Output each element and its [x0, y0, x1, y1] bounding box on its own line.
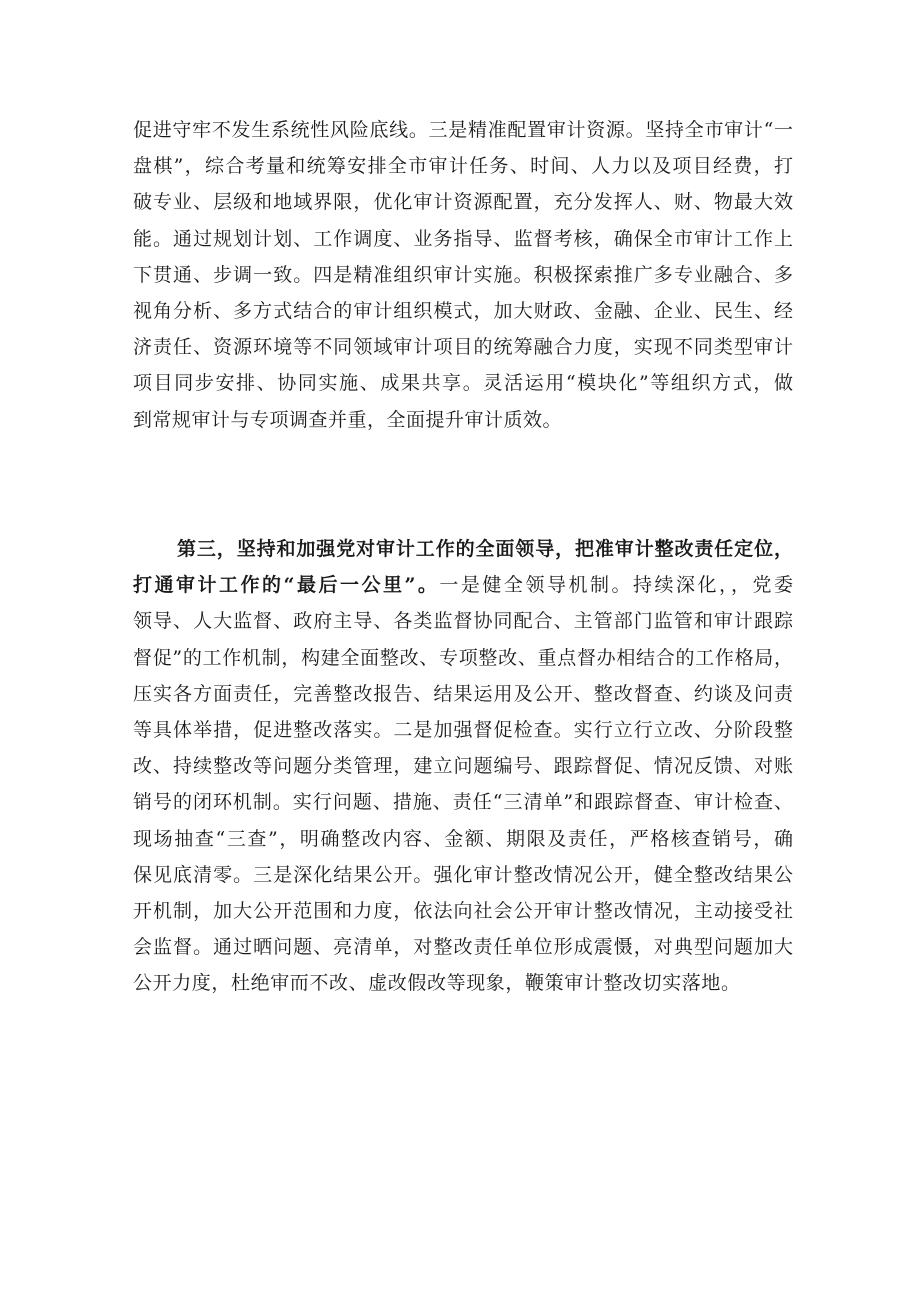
text-line: 破专业、层级和地域界限，优化审计资源配置，充分发挥人、财、物最大效	[133, 191, 793, 214]
text-line: 销号的闭环机制。实行问题、措施、责任“三清单”和跟踪督查、审计检查、	[133, 791, 793, 814]
text-line: 公开力度，杜绝审而不改、虚改假改等现象，鞭策审计整改切实落地。	[133, 972, 741, 995]
text-line: 济责任、资源环境等不同领域审计项目的统筹融合力度，实现不同类型审计	[133, 336, 793, 359]
text-line: 盘棋”，综合考量和统筹安排全市审计任务、时间、人力以及项目经费，打	[133, 155, 793, 178]
paragraph-1	[133, 112, 793, 438]
text-line-mixed	[133, 567, 793, 603]
text-line: 保见底清零。三是深化结果公开。强化审计整改情况公开，健全整改结果公	[133, 863, 793, 886]
text-line: 现场抽查“三查”，明确整改内容、金额、期限及责任，严格核查销号，确	[133, 827, 793, 850]
text-line: 领导、人大监督、政府主导、各类监督协同配合、主管部门监管和审计跟踪	[133, 610, 793, 633]
section-heading: 第三，坚持和加强党对审计工作的全面领导，把准审计整改责任定位，	[177, 538, 793, 560]
paragraph-2	[133, 531, 793, 1001]
text-line: 督促”的工作机制，构建全面整改、专项整改、重点督办相结合的工作格局，	[133, 646, 793, 669]
text-line: 压实各方面责任，完善整改报告、结果运用及公开、整改督查、约谈及问责	[133, 682, 793, 705]
section-heading-continuation: 打通审计工作的“最后一公里”。	[133, 574, 440, 597]
text-line: 视角分析、多方式结合的审计组织模式，加大财政、金融、企业、民生、经	[133, 299, 793, 322]
text-line: 等具体举措，促进整改落实。二是加强督促检查。实行立行立改、分阶段整	[133, 718, 793, 741]
text-line: 到常规审计与专项调查并重，全面提升审计质效。	[133, 408, 563, 431]
text-line: 能。通过规划计划、工作调度、业务指导、监督考核，确保全市审计工作上	[133, 227, 793, 250]
text-line: 开机制，加大公开范围和力度，依法向社会公开审计整改情况，主动接受社	[133, 899, 793, 922]
text-line: 下贯通、步调一致。四是精准组织审计实施。积极探索推广多专业融合、多	[133, 263, 793, 286]
text-line: 促进守牢不发生系统性风险底线。三是精准配置审计资源。坚持全市审计“一	[133, 119, 793, 141]
text-line: 项目同步安排、协同实施、成果共享。灵活运用“模块化”等组织方式，做	[133, 372, 793, 395]
text-line: 会监督。通过晒问题、亮清单，对整改责任单位形成震慑，对典型问题加大	[133, 936, 793, 959]
text-line-rest: 一是健全领导机制。持续深化，，党委	[439, 574, 793, 597]
text-line: 改、持续整改等问题分类管理，建立问题编号、跟踪督促、情况反馈、对账	[133, 755, 793, 778]
